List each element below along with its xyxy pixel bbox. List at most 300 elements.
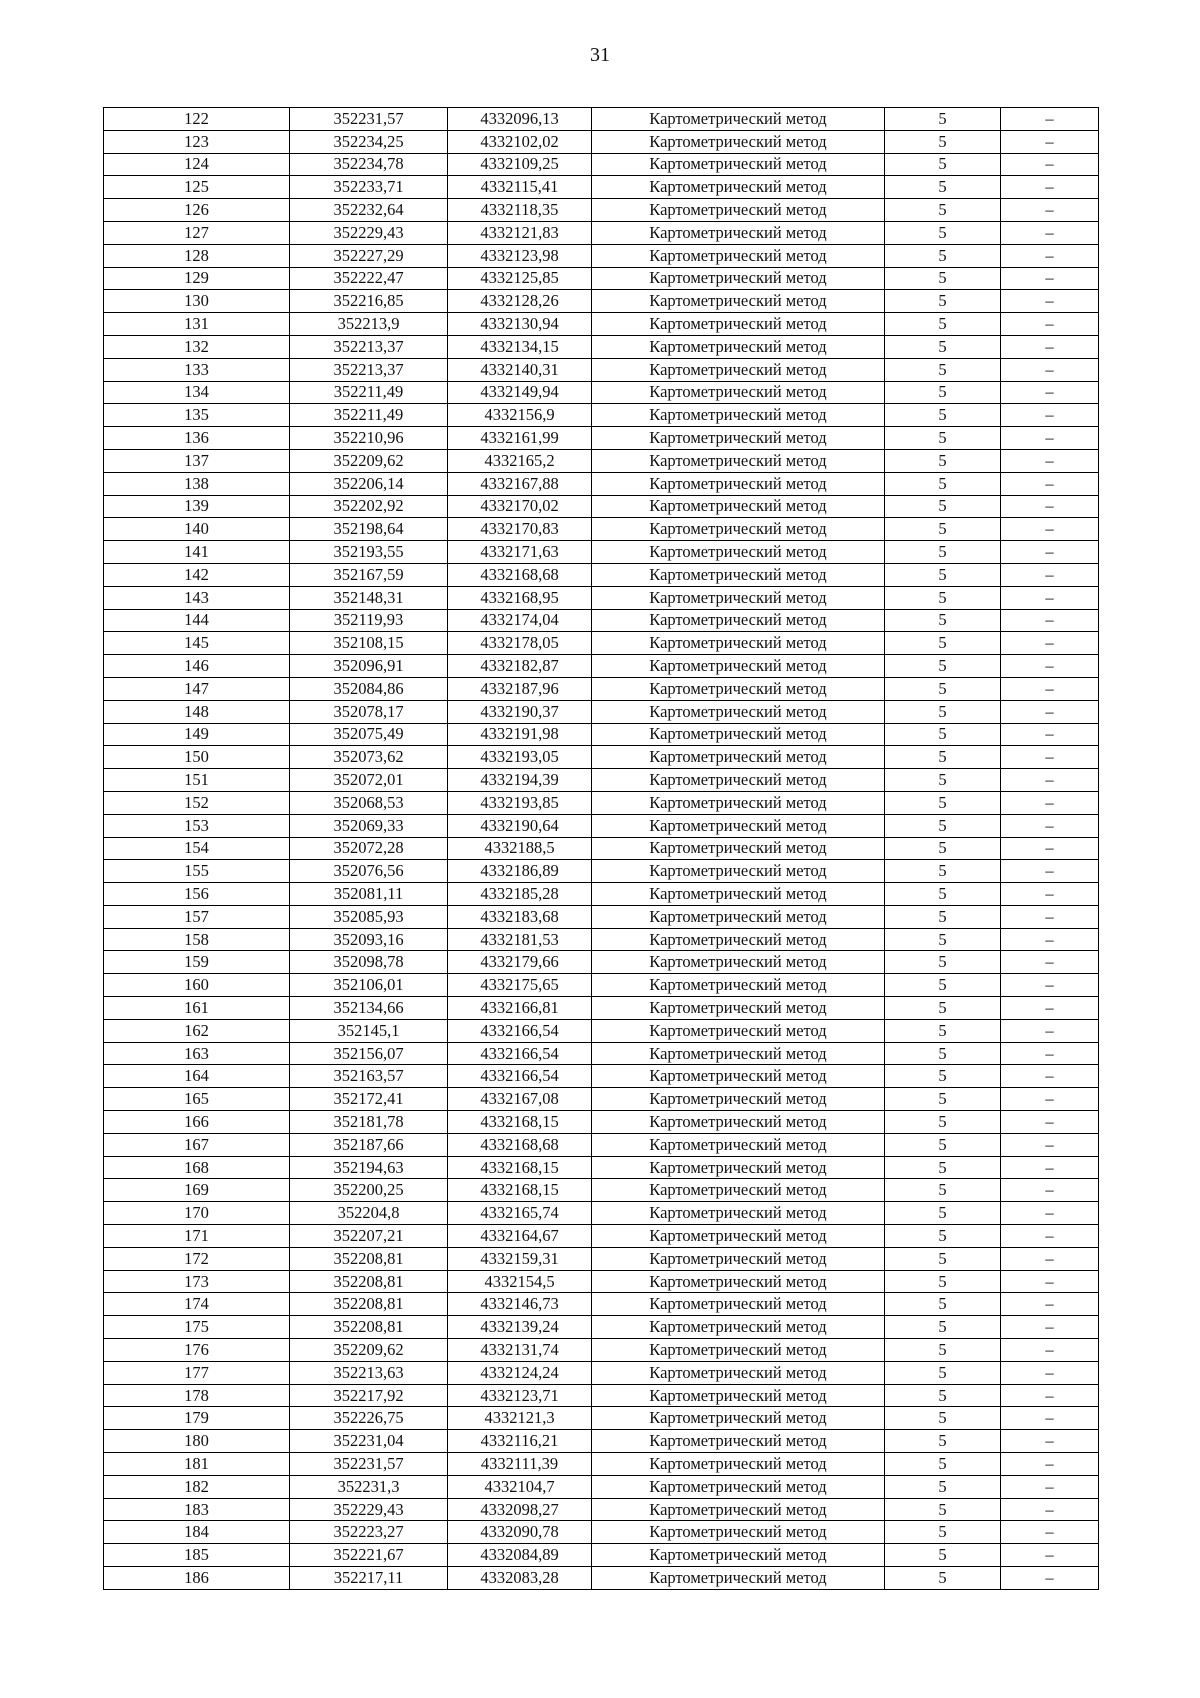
coordinates-table-body (104, 108, 1099, 1590)
accuracy-cell: 5 (885, 221, 1001, 244)
point-number-cell: 144 (104, 609, 290, 632)
note-cell: – (1001, 199, 1099, 222)
accuracy-cell: 5 (885, 1202, 1001, 1225)
table-row (104, 769, 1099, 792)
method-cell: Картометрический метод (592, 1521, 885, 1544)
table-row (104, 1453, 1099, 1476)
y-coordinate-cell: 4332166,54 (448, 1019, 592, 1042)
x-coordinate-cell: 352234,25 (290, 130, 448, 153)
point-number-cell: 145 (104, 632, 290, 655)
accuracy-cell: 5 (885, 791, 1001, 814)
method-cell: Картометрический метод (592, 1042, 885, 1065)
x-coordinate-cell: 352073,62 (290, 746, 448, 769)
x-coordinate-cell: 352075,49 (290, 723, 448, 746)
accuracy-cell: 5 (885, 244, 1001, 267)
x-coordinate-cell: 352072,28 (290, 837, 448, 860)
accuracy-cell: 5 (885, 267, 1001, 290)
table-row (104, 290, 1099, 313)
method-cell: Картометрический метод (592, 472, 885, 495)
accuracy-cell: 5 (885, 951, 1001, 974)
y-coordinate-cell: 4332124,24 (448, 1361, 592, 1384)
y-coordinate-cell: 4332194,39 (448, 769, 592, 792)
point-number-cell: 122 (104, 108, 290, 131)
y-coordinate-cell: 4332083,28 (448, 1567, 592, 1590)
method-cell: Картометрический метод (592, 974, 885, 997)
point-number-cell: 164 (104, 1065, 290, 1088)
method-cell: Картометрический метод (592, 358, 885, 381)
table-row (104, 700, 1099, 723)
point-number-cell: 162 (104, 1019, 290, 1042)
table-row (104, 974, 1099, 997)
note-cell: – (1001, 1293, 1099, 1316)
x-coordinate-cell: 352222,47 (290, 267, 448, 290)
accuracy-cell: 5 (885, 290, 1001, 313)
x-coordinate-cell: 352223,27 (290, 1521, 448, 1544)
table-row (104, 883, 1099, 906)
table-row (104, 518, 1099, 541)
note-cell: – (1001, 1247, 1099, 1270)
point-number-cell: 179 (104, 1407, 290, 1430)
x-coordinate-cell: 352217,11 (290, 1567, 448, 1590)
table-row (104, 723, 1099, 746)
method-cell: Картометрический метод (592, 609, 885, 632)
x-coordinate-cell: 352119,93 (290, 609, 448, 632)
method-cell: Картометрический метод (592, 1407, 885, 1430)
x-coordinate-cell: 352209,62 (290, 449, 448, 472)
point-number-cell: 172 (104, 1247, 290, 1270)
y-coordinate-cell: 4332171,63 (448, 541, 592, 564)
accuracy-cell: 5 (885, 472, 1001, 495)
accuracy-cell: 5 (885, 1544, 1001, 1567)
y-coordinate-cell: 4332121,83 (448, 221, 592, 244)
table-row (104, 905, 1099, 928)
note-cell: – (1001, 997, 1099, 1020)
note-cell: – (1001, 518, 1099, 541)
point-number-cell: 152 (104, 791, 290, 814)
point-number-cell: 168 (104, 1156, 290, 1179)
point-number-cell: 128 (104, 244, 290, 267)
coordinates-table (103, 107, 1099, 1590)
method-cell: Картометрический метод (592, 176, 885, 199)
method-cell: Картометрический метод (592, 1225, 885, 1248)
point-number-cell: 136 (104, 427, 290, 450)
accuracy-cell: 5 (885, 130, 1001, 153)
table-row (104, 313, 1099, 336)
method-cell: Картометрический метод (592, 1544, 885, 1567)
y-coordinate-cell: 4332084,89 (448, 1544, 592, 1567)
method-cell: Картометрический метод (592, 518, 885, 541)
method-cell: Картометрический метод (592, 1247, 885, 1270)
method-cell: Картометрический метод (592, 1088, 885, 1111)
method-cell: Картометрический метод (592, 1179, 885, 1202)
accuracy-cell: 5 (885, 1498, 1001, 1521)
point-number-cell: 132 (104, 335, 290, 358)
method-cell: Картометрический метод (592, 632, 885, 655)
accuracy-cell: 5 (885, 1316, 1001, 1339)
accuracy-cell: 5 (885, 1453, 1001, 1476)
table-row (104, 928, 1099, 951)
note-cell: – (1001, 1475, 1099, 1498)
table-row (104, 130, 1099, 153)
point-number-cell: 156 (104, 883, 290, 906)
y-coordinate-cell: 4332185,28 (448, 883, 592, 906)
note-cell: – (1001, 677, 1099, 700)
note-cell: – (1001, 495, 1099, 518)
x-coordinate-cell: 352187,66 (290, 1133, 448, 1156)
note-cell: – (1001, 130, 1099, 153)
table-row (104, 1475, 1099, 1498)
note-cell: – (1001, 632, 1099, 655)
accuracy-cell: 5 (885, 358, 1001, 381)
note-cell: – (1001, 290, 1099, 313)
point-number-cell: 169 (104, 1179, 290, 1202)
table-row (104, 1430, 1099, 1453)
accuracy-cell: 5 (885, 905, 1001, 928)
table-row (104, 632, 1099, 655)
accuracy-cell: 5 (885, 1361, 1001, 1384)
method-cell: Картометрический метод (592, 290, 885, 313)
point-number-cell: 174 (104, 1293, 290, 1316)
point-number-cell: 131 (104, 313, 290, 336)
note-cell: – (1001, 769, 1099, 792)
note-cell: – (1001, 883, 1099, 906)
point-number-cell: 178 (104, 1384, 290, 1407)
point-number-cell: 126 (104, 199, 290, 222)
note-cell: – (1001, 176, 1099, 199)
x-coordinate-cell: 352234,78 (290, 153, 448, 176)
accuracy-cell: 5 (885, 335, 1001, 358)
x-coordinate-cell: 352229,43 (290, 1498, 448, 1521)
note-cell: – (1001, 746, 1099, 769)
note-cell: – (1001, 655, 1099, 678)
y-coordinate-cell: 4332116,21 (448, 1430, 592, 1453)
table-row (104, 1156, 1099, 1179)
x-coordinate-cell: 352193,55 (290, 541, 448, 564)
point-number-cell: 141 (104, 541, 290, 564)
table-row (104, 1019, 1099, 1042)
x-coordinate-cell: 352069,33 (290, 814, 448, 837)
point-number-cell: 133 (104, 358, 290, 381)
x-coordinate-cell: 352209,62 (290, 1339, 448, 1362)
point-number-cell: 130 (104, 290, 290, 313)
accuracy-cell: 5 (885, 1156, 1001, 1179)
note-cell: – (1001, 723, 1099, 746)
x-coordinate-cell: 352134,66 (290, 997, 448, 1020)
y-coordinate-cell: 4332130,94 (448, 313, 592, 336)
table-row (104, 1567, 1099, 1590)
point-number-cell: 182 (104, 1475, 290, 1498)
x-coordinate-cell: 352233,71 (290, 176, 448, 199)
point-number-cell: 129 (104, 267, 290, 290)
point-number-cell: 139 (104, 495, 290, 518)
note-cell: – (1001, 404, 1099, 427)
method-cell: Картометрический метод (592, 221, 885, 244)
note-cell: – (1001, 791, 1099, 814)
note-cell: – (1001, 974, 1099, 997)
x-coordinate-cell: 352221,67 (290, 1544, 448, 1567)
x-coordinate-cell: 352217,92 (290, 1384, 448, 1407)
y-coordinate-cell: 4332164,67 (448, 1225, 592, 1248)
method-cell: Картометрический метод (592, 1430, 885, 1453)
y-coordinate-cell: 4332165,2 (448, 449, 592, 472)
y-coordinate-cell: 4332134,15 (448, 335, 592, 358)
note-cell: – (1001, 563, 1099, 586)
table-row (104, 1384, 1099, 1407)
note-cell: – (1001, 221, 1099, 244)
point-number-cell: 163 (104, 1042, 290, 1065)
method-cell: Картометрический метод (592, 153, 885, 176)
note-cell: – (1001, 1430, 1099, 1453)
y-coordinate-cell: 4332115,41 (448, 176, 592, 199)
accuracy-cell: 5 (885, 1407, 1001, 1430)
table-row (104, 1316, 1099, 1339)
y-coordinate-cell: 4332104,7 (448, 1475, 592, 1498)
y-coordinate-cell: 4332111,39 (448, 1453, 592, 1476)
point-number-cell: 167 (104, 1133, 290, 1156)
point-number-cell: 149 (104, 723, 290, 746)
table-row (104, 1361, 1099, 1384)
y-coordinate-cell: 4332165,74 (448, 1202, 592, 1225)
accuracy-cell: 5 (885, 541, 1001, 564)
method-cell: Картометрический метод (592, 1498, 885, 1521)
note-cell: – (1001, 267, 1099, 290)
note-cell: – (1001, 951, 1099, 974)
table-row (104, 860, 1099, 883)
x-coordinate-cell: 352072,01 (290, 769, 448, 792)
y-coordinate-cell: 4332175,65 (448, 974, 592, 997)
accuracy-cell: 5 (885, 1042, 1001, 1065)
point-number-cell: 177 (104, 1361, 290, 1384)
y-coordinate-cell: 4332168,15 (448, 1156, 592, 1179)
method-cell: Картометрический метод (592, 1019, 885, 1042)
y-coordinate-cell: 4332168,15 (448, 1179, 592, 1202)
y-coordinate-cell: 4332174,04 (448, 609, 592, 632)
x-coordinate-cell: 352213,63 (290, 1361, 448, 1384)
y-coordinate-cell: 4332193,85 (448, 791, 592, 814)
method-cell: Картометрический метод (592, 837, 885, 860)
point-number-cell: 142 (104, 563, 290, 586)
x-coordinate-cell: 352172,41 (290, 1088, 448, 1111)
x-coordinate-cell: 352181,78 (290, 1111, 448, 1134)
table-row (104, 1407, 1099, 1430)
point-number-cell: 161 (104, 997, 290, 1020)
method-cell: Картометрический метод (592, 769, 885, 792)
accuracy-cell: 5 (885, 313, 1001, 336)
x-coordinate-cell: 352208,81 (290, 1247, 448, 1270)
method-cell: Картометрический метод (592, 1361, 885, 1384)
accuracy-cell: 5 (885, 1567, 1001, 1590)
method-cell: Картометрический метод (592, 860, 885, 883)
page-number: 31 (590, 44, 610, 66)
table-row (104, 495, 1099, 518)
x-coordinate-cell: 352227,29 (290, 244, 448, 267)
x-coordinate-cell: 352231,04 (290, 1430, 448, 1453)
y-coordinate-cell: 4332159,31 (448, 1247, 592, 1270)
x-coordinate-cell: 352145,1 (290, 1019, 448, 1042)
point-number-cell: 147 (104, 677, 290, 700)
x-coordinate-cell: 352213,37 (290, 335, 448, 358)
point-number-cell: 127 (104, 221, 290, 244)
x-coordinate-cell: 352207,21 (290, 1225, 448, 1248)
point-number-cell: 150 (104, 746, 290, 769)
accuracy-cell: 5 (885, 997, 1001, 1020)
method-cell: Картометрический метод (592, 1065, 885, 1088)
point-number-cell: 173 (104, 1270, 290, 1293)
table-row (104, 404, 1099, 427)
accuracy-cell: 5 (885, 883, 1001, 906)
x-coordinate-cell: 352148,31 (290, 586, 448, 609)
method-cell: Картометрический метод (592, 791, 885, 814)
x-coordinate-cell: 352204,8 (290, 1202, 448, 1225)
x-coordinate-cell: 352163,57 (290, 1065, 448, 1088)
point-number-cell: 183 (104, 1498, 290, 1521)
table-row (104, 267, 1099, 290)
note-cell: – (1001, 335, 1099, 358)
table-row (104, 1225, 1099, 1248)
method-cell: Картометрический метод (592, 404, 885, 427)
method-cell: Картометрический метод (592, 267, 885, 290)
y-coordinate-cell: 4332193,05 (448, 746, 592, 769)
point-number-cell: 181 (104, 1453, 290, 1476)
accuracy-cell: 5 (885, 153, 1001, 176)
method-cell: Картометрический метод (592, 951, 885, 974)
accuracy-cell: 5 (885, 1293, 1001, 1316)
y-coordinate-cell: 4332183,68 (448, 905, 592, 928)
point-number-cell: 123 (104, 130, 290, 153)
method-cell: Картометрический метод (592, 1567, 885, 1590)
y-coordinate-cell: 4332109,25 (448, 153, 592, 176)
x-coordinate-cell: 352200,25 (290, 1179, 448, 1202)
x-coordinate-cell: 352210,96 (290, 427, 448, 450)
x-coordinate-cell: 352085,93 (290, 905, 448, 928)
table-row (104, 1111, 1099, 1134)
y-coordinate-cell: 4332179,66 (448, 951, 592, 974)
y-coordinate-cell: 4332190,64 (448, 814, 592, 837)
method-cell: Картометрический метод (592, 313, 885, 336)
note-cell: – (1001, 1316, 1099, 1339)
note-cell: – (1001, 1407, 1099, 1430)
x-coordinate-cell: 352213,37 (290, 358, 448, 381)
point-number-cell: 171 (104, 1225, 290, 1248)
accuracy-cell: 5 (885, 1430, 1001, 1453)
method-cell: Картометрический метод (592, 1475, 885, 1498)
y-coordinate-cell: 4332102,02 (448, 130, 592, 153)
table-row (104, 1088, 1099, 1111)
table-row (104, 427, 1099, 450)
method-cell: Картометрический метод (592, 586, 885, 609)
table-row (104, 221, 1099, 244)
note-cell: – (1001, 1270, 1099, 1293)
method-cell: Картометрический метод (592, 905, 885, 928)
note-cell: – (1001, 837, 1099, 860)
x-coordinate-cell: 352198,64 (290, 518, 448, 541)
note-cell: – (1001, 586, 1099, 609)
method-cell: Картометрический метод (592, 1453, 885, 1476)
accuracy-cell: 5 (885, 1339, 1001, 1362)
y-coordinate-cell: 4332190,37 (448, 700, 592, 723)
table-row (104, 791, 1099, 814)
note-cell: – (1001, 108, 1099, 131)
note-cell: – (1001, 1019, 1099, 1042)
accuracy-cell: 5 (885, 586, 1001, 609)
accuracy-cell: 5 (885, 814, 1001, 837)
y-coordinate-cell: 4332118,35 (448, 199, 592, 222)
x-coordinate-cell: 352231,57 (290, 1453, 448, 1476)
table-row (104, 951, 1099, 974)
method-cell: Картометрический метод (592, 427, 885, 450)
x-coordinate-cell: 352206,14 (290, 472, 448, 495)
point-number-cell: 143 (104, 586, 290, 609)
x-coordinate-cell: 352093,16 (290, 928, 448, 951)
y-coordinate-cell: 4332154,5 (448, 1270, 592, 1293)
x-coordinate-cell: 352232,64 (290, 199, 448, 222)
point-number-cell: 160 (104, 974, 290, 997)
method-cell: Картометрический метод (592, 199, 885, 222)
method-cell: Картометрический метод (592, 997, 885, 1020)
method-cell: Картометрический метод (592, 1293, 885, 1316)
accuracy-cell: 5 (885, 518, 1001, 541)
y-coordinate-cell: 4332181,53 (448, 928, 592, 951)
method-cell: Картометрический метод (592, 746, 885, 769)
accuracy-cell: 5 (885, 176, 1001, 199)
note-cell: – (1001, 1042, 1099, 1065)
accuracy-cell: 5 (885, 449, 1001, 472)
x-coordinate-cell: 352084,86 (290, 677, 448, 700)
note-cell: – (1001, 609, 1099, 632)
note-cell: – (1001, 472, 1099, 495)
y-coordinate-cell: 4332167,08 (448, 1088, 592, 1111)
table-row (104, 244, 1099, 267)
table-row (104, 609, 1099, 632)
method-cell: Картометрический метод (592, 381, 885, 404)
note-cell: – (1001, 1384, 1099, 1407)
accuracy-cell: 5 (885, 381, 1001, 404)
accuracy-cell: 5 (885, 837, 1001, 860)
note-cell: – (1001, 1361, 1099, 1384)
note-cell: – (1001, 928, 1099, 951)
point-number-cell: 159 (104, 951, 290, 974)
method-cell: Картометрический метод (592, 130, 885, 153)
table-row (104, 563, 1099, 586)
accuracy-cell: 5 (885, 1521, 1001, 1544)
x-coordinate-cell: 352194,63 (290, 1156, 448, 1179)
y-coordinate-cell: 4332167,88 (448, 472, 592, 495)
note-cell: – (1001, 1179, 1099, 1202)
y-coordinate-cell: 4332168,95 (448, 586, 592, 609)
note-cell: – (1001, 1156, 1099, 1179)
table-row (104, 358, 1099, 381)
y-coordinate-cell: 4332128,26 (448, 290, 592, 313)
point-number-cell: 184 (104, 1521, 290, 1544)
point-number-cell: 153 (104, 814, 290, 837)
point-number-cell: 125 (104, 176, 290, 199)
table-row (104, 1202, 1099, 1225)
point-number-cell: 170 (104, 1202, 290, 1225)
point-number-cell: 180 (104, 1430, 290, 1453)
x-coordinate-cell: 352081,11 (290, 883, 448, 906)
x-coordinate-cell: 352078,17 (290, 700, 448, 723)
accuracy-cell: 5 (885, 404, 1001, 427)
accuracy-cell: 5 (885, 1111, 1001, 1134)
note-cell: – (1001, 905, 1099, 928)
table-row (104, 449, 1099, 472)
method-cell: Картометрический метод (592, 1270, 885, 1293)
accuracy-cell: 5 (885, 860, 1001, 883)
accuracy-cell: 5 (885, 563, 1001, 586)
method-cell: Картометрический метод (592, 449, 885, 472)
table-row (104, 746, 1099, 769)
table-row (104, 837, 1099, 860)
